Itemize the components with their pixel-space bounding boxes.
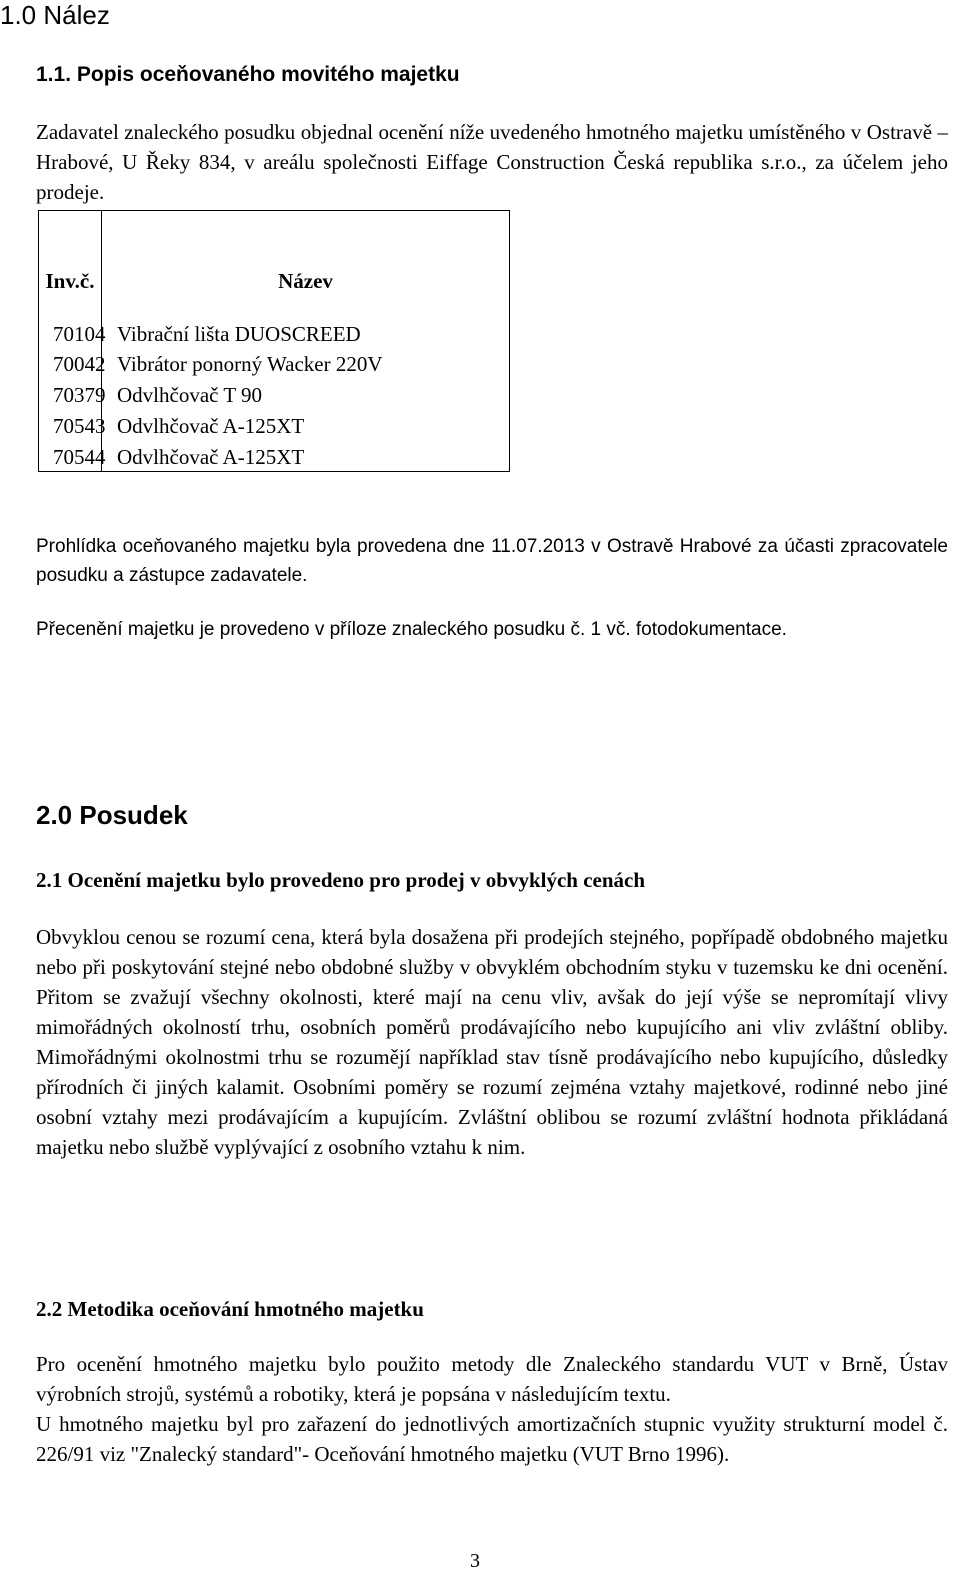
market-price-paragraph: Obvyklou cenou se rozumí cena, která byla dosažena při prodejích stejného, popřípadě obdobného majetku nebo při poskytování stejné nebo obdobné služby v obvyklém obchodním styku v tuzemsku ke dni ocenění. Přitom se zvažují všechny okolnosti, které mají na cenu vliv, avšak do její výše se nepromítají vlivy mimořádných okolností trhu, osobních poměrů prodávajícího nebo kupujícího ani vliv zvláštní obliby. Mimořádnými okolnostmi trhu se rozumějí například stav tísně prodávajícího nebo kupujícího, důsledky přírodních či jiných kalamit. Osobními poměry se rozumí zejména vztahy majetkové, rodinné nebo jiné osobní vztahy mezi prodávajícím a kupujícím. Zvláštní oblibou se rozumí zvláštní hodnota přikládaná majetku nebo službě vyplývající z osobního vztahu k nim.	[36, 925, 948, 1159]
subsection-heading-2-1: 2.1 Ocenění majetku bylo provedeno pro prodej v obvyklých cenách	[36, 868, 646, 892]
inspection-paragraph: Prohlídka oceňovaného majetku byla provedena dne 11.07.2013 v Ostravě Hrabové za účasti zpracovatele posudku a zástupce zadavatele.	[36, 536, 948, 586]
asset-table	[38, 210, 510, 472]
table-cell-name: Odvlhčovač T 90	[117, 383, 263, 407]
revaluation-paragraph: Přecenění majetku je provedeno v příloze znaleckého posudku č. 1 vč. fotodokumentace.	[36, 619, 787, 640]
table-cell-inv: 70104	[53, 322, 106, 346]
methodology-paragraph-1: Pro ocenění hmotného majetku bylo použito metody dle Znaleckého standardu VUT v Brně, Ústav výrobních strojů, systémů a robotiky, která je popsána v následujícím textu.	[36, 1352, 948, 1406]
subsection-heading-2-2: 2.2 Metodika oceňování hmotného majetku	[36, 1297, 424, 1321]
subsection-heading-1-1: 1.1. Popis oceňovaného movitého majetku	[36, 63, 460, 86]
section-heading-2: 2.0 Posudek	[36, 800, 188, 830]
table-cell-name: Odvlhčovač A-125XT	[117, 414, 305, 438]
table-header-name: Název	[278, 269, 333, 293]
table-cell-inv: 70543	[53, 414, 106, 438]
section-heading-1: 1.0 Nález	[0, 0, 110, 30]
table-cell-inv: 70042	[53, 352, 106, 376]
intro-paragraph: Zadavatel znaleckého posudku objednal ocenění níže uvedeného hmotného majetku umístěného v Ostravě – Hrabové, U Řeky 834, v areálu společnosti Eiffage Construction Česká republika s.r.o., za účelem jeho prodeje.	[36, 120, 948, 204]
page-number: 3	[470, 1550, 480, 1572]
table-cell-name: Vibrátor ponorný Wacker 220V	[117, 352, 383, 376]
table-header-inv: Inv.č.	[45, 269, 95, 293]
table-cell-name: Vibrační lišta DUOSCREED	[117, 322, 361, 346]
table-cell-name: Odvlhčovač A-125XT	[117, 445, 305, 469]
methodology-paragraph-2: U hmotného majetku byl pro zařazení do jednotlivých amortizačních stupnic využity strukturní model č. 226/91 viz "Znalecký standard"- Oceňování hmotného majetku (VUT Brno 1996).	[36, 1412, 948, 1466]
table-cell-inv: 70544	[53, 445, 106, 469]
table-cell-inv: 70379	[53, 383, 106, 407]
